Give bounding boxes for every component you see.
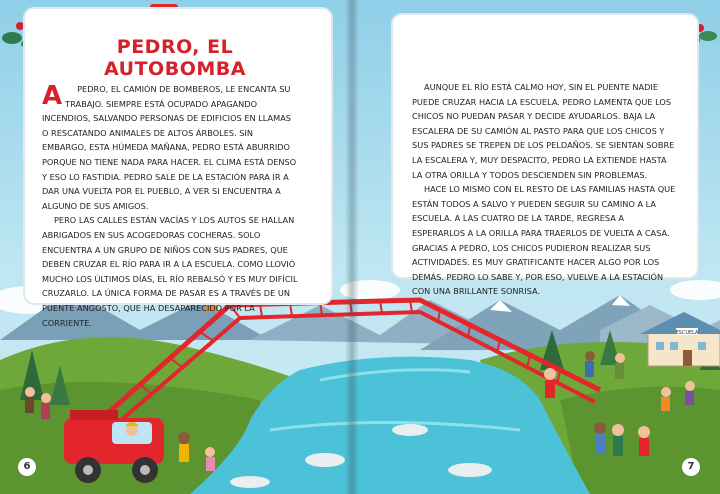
right-paragraph-1: AUNQUE EL RÍO ESTÁ CALMO HOY, SIN EL PUENTE NADIE PUEDE CRUZAR HACIA LA ESCUELA. PEDRO LAMENTA QUE LOS CHICOS NO PUEDAN PASAR Y DECIDE AYUDARLOS. BAJA LA ESCALERA DE SU CAMIÓN AL PASTO PARA QUE LOS CHICOS Y SUS PADRES SE TREPEN DE LOS PELDAÑOS. SE SIENTAN SOBRE LA ESCALERA Y, MUY DESPACITO, PEDRO LA EXTIENDE HASTA LA OTRA ORILLA Y TODOS DESCIENDEN SIN PROBLEMAS. <box>412 82 675 180</box>
left-paragraph-1 <box>42 82 300 213</box>
book-gutter <box>345 0 359 494</box>
page-title: PEDRO, EL AUTOBOMBA <box>104 36 246 80</box>
right-page-text <box>412 80 676 299</box>
page-number-right: 7 <box>682 458 700 476</box>
page-number-left: 6 <box>18 458 36 476</box>
left-page-text <box>42 82 300 330</box>
right-paragraph-2: HACE LO MISMO CON EL RESTO DE LAS FAMILIAS HASTA QUE ESTÁN TODOS A SALVO Y PUEDEN SEGUIR SU CAMINO A LA ESCUELA. A LAS CUATRO DE LA TARDE, REGRESA A ESPERARLOS A LA ORILLA PARA TRAERLOS DE VUELTA A CASA. GRACIAS A PEDRO, LOS CHICOS PUDIERON REALIZAR SUS ACTIVIDADES. ES MUY GRATIFICANTE HACER ALGO POR LOS DEMÁS. PEDRO LO SABE Y, POR ESO, VUELVE A LA ESTACIÓN CON UNA BRILLANTE SONRISA. <box>412 184 676 297</box>
school-sign: ESCUELA <box>675 330 699 336</box>
left-paragraph-1-text: PEDRO, EL CAMIÓN DE BOMBEROS, LE ENCANTA SU TRABAJO. SIEMPRE ESTÁ OCUPADO APAGANDO INCENDIOS, SALVANDO PERSONAS DE EDIFICIOS EN LLAMAS O RESCATANDO ANIMALES DE ALTOS ÁRBOLES. SIN EMBARGO, ESTA HÚMEDA MAÑANA, PEDRO ESTÁ ABURRIDO PORQUE NO TIENE NADA PARA HACER. EL CLIMA ESTÁ DENSO Y ESO LO FASTIDIA. PEDRO SALE DE LA ESTACIÓN PARA IR A DAR UNA VUELTA POR EL PUEBLO, A VER SI ENCUENTRA A ALGUNO DE SUS AMIGOS. <box>42 84 297 211</box>
left-paragraph-2: PERO LAS CALLES ESTÁN VACÍAS Y LOS AUTOS SE HALLAN ABRIGADOS EN SUS ACOGEDORAS COCHERAS. SOLO ENCUENTRA A UN GRUPO DE NIÑOS CON SUS PADRES, QUE DEBEN CRUZAR EL RÍO PARA IR A LA ESCUELA. COMO LLOVIÓ MUCHO LOS ÚLTIMOS DÍAS, EL RÍO REBALSÓ Y ES MUY DIFÍCIL CRUZARLO. LA ÚNICA FORMA DE PASAR ES A TRAVÉS DE UN PUENTE ANGOSTO, QUE HA DESAPARECIDO POR LA CORRIENTE. <box>42 215 298 328</box>
drop-cap: A <box>42 81 63 111</box>
